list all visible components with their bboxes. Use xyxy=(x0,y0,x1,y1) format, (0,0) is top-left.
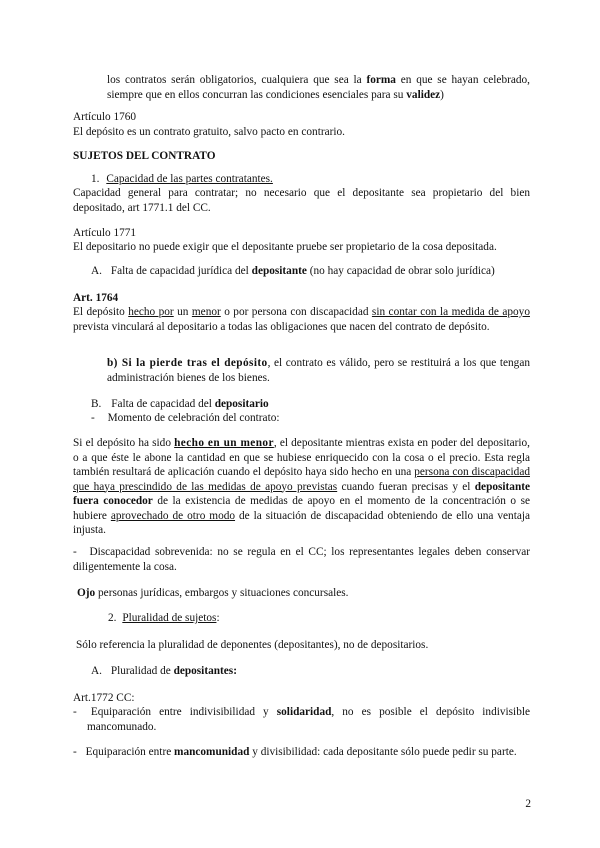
intro-text-2: en que se hayan celebrado, siempre que en ellos concurran las condiciones esenciales para su xyxy=(107,74,530,101)
ojo-bold: Ojo xyxy=(77,587,96,599)
equip2-t1: Equiparación entre xyxy=(85,746,175,758)
intro-bold-validez: validez xyxy=(406,88,441,101)
item-a2-bold: depositantes: xyxy=(173,665,237,677)
art1764-u2: menor xyxy=(191,306,221,318)
art1764-t1: El depósito xyxy=(73,306,129,318)
pierde-paragraph xyxy=(107,356,530,385)
pierde-bold: b) Si la pierde tras el depósito xyxy=(107,357,268,369)
intro-text-1: los contratos serán obligatorios, cualquiera que sea la xyxy=(107,74,367,86)
intro-text-3: ) xyxy=(440,88,444,101)
art1772-title: Art.1772 CC: xyxy=(73,692,135,704)
intro-bold-forma: forma xyxy=(366,74,396,86)
equip1-bold: solidaridad xyxy=(276,706,332,718)
item-a-text-1: Falta de capacidad jurídica del xyxy=(110,265,252,277)
art1771-title: Artículo 1771 xyxy=(73,227,137,239)
section-heading-sujetos: SUJETOS DEL CONTRATO xyxy=(73,150,216,162)
ojo-note xyxy=(77,586,534,601)
menor-b1: hecho en un menor xyxy=(174,437,274,449)
art1764-t4: prevista vinculará al depositario a todas las obligaciones que nacen del contrato de depósito. xyxy=(73,320,490,333)
art1764-text xyxy=(73,305,530,334)
sobrevenida-item xyxy=(73,545,530,574)
ojo-text: personas jurídicas, embargos y situaciones concursales. xyxy=(95,587,349,599)
list-letter: A. xyxy=(91,265,102,277)
item-capacidad-title: Capacidad de las partes contratantes. xyxy=(106,173,273,185)
equip2-t2: y divisibilidad: cada depositante sólo puede pedir su parte. xyxy=(249,746,517,758)
list-item-b-depositario xyxy=(91,397,548,412)
dash-mark: - xyxy=(73,706,77,718)
menor-t4: de la existencia de medidas de apoyo en el momento de la concentración o se hubiere xyxy=(73,495,530,522)
menor-t3: cuando fueran precisas y el xyxy=(337,480,475,493)
momento-text: Momento de celebración del contrato: xyxy=(107,412,280,424)
equiparacion-item-1 xyxy=(73,705,530,734)
menor-t1: Si el depósito ha sido xyxy=(73,437,175,449)
dash-mark: - xyxy=(91,412,95,424)
list-item-pluralidad xyxy=(108,611,565,626)
equip1-t1: Equiparación entre indivisibilidad y xyxy=(90,706,277,718)
pierde-text: , el contrato es válido, pero se restituirá a los que tengan administración bienes de los bienes. xyxy=(107,357,530,384)
item-b-bold: depositario xyxy=(214,398,269,410)
art1760-title: Artículo 1760 xyxy=(73,111,137,123)
list-item-capacidad xyxy=(91,172,548,187)
list-item-a-depositante xyxy=(91,264,531,279)
list-number: 2. xyxy=(108,612,117,624)
equip2-bold: mancomunidad xyxy=(174,746,250,758)
menor-b2: depositante fuera conocedor xyxy=(73,480,530,507)
art1764-u1: hecho por xyxy=(128,306,174,318)
pluralidad-colon: : xyxy=(216,612,220,624)
art1771-text: El depositario no puede exigir que el depositante pruebe ser propietario de la cosa depositada. xyxy=(73,241,497,253)
art1764-t3: o por persona con discapacidad xyxy=(220,306,372,318)
menor-u1: persona con discapacidad que haya prescindido de las medidas de apoyo previstas xyxy=(73,466,530,493)
menor-u2: aprovechado de otro modo xyxy=(110,509,236,522)
menor-paragraph xyxy=(73,436,530,538)
art1764-t2: un xyxy=(173,306,192,318)
list-item-a-pluralidad xyxy=(91,664,548,679)
menor-t5: de la situación de discapacidad obteniendo de ello una ventaja injusta. xyxy=(73,509,531,536)
art1764-title: Art. 1764 xyxy=(73,292,119,304)
dash-item-momento xyxy=(91,411,548,426)
page-number: 2 xyxy=(525,798,531,810)
art1760-text: El depósito es un contrato gratuito, salvo pacto en contrario. xyxy=(73,126,345,138)
menor-t2: , el depositante mientras exista en poder del depositario, o a que éste le abone la cantidad en que se hubiese enriquecido con la cosa o el precio. Esta regla también resultará de aplicación cuando el depósito haya sido hecho en una xyxy=(73,437,530,478)
solo-referencia-text: Sólo referencia la pluralidad de deponentes (depositantes), no de depositarios. xyxy=(76,639,429,651)
equip1-t2: , no es posible el depósito indivisible mancomunado. xyxy=(87,706,530,733)
sobrevenida-text: Discapacidad sobrevenida: no se regula en el CC; los representantes legales deben conservar diligentemente la cosa. xyxy=(73,546,530,573)
item-b-text: Falta de capacidad del xyxy=(111,398,215,410)
list-number: 1. xyxy=(91,173,100,185)
dash-mark: - xyxy=(73,546,77,558)
art1764-u3: sin contar con la medida de apoyo xyxy=(371,306,530,318)
list-letter: A. xyxy=(91,665,102,677)
intro-paragraph xyxy=(107,73,530,102)
capacidad-text: Capacidad general para contratar; no necesario que el depositante sea propietario del bien depositado, art 1771.1 del CC. xyxy=(73,187,530,214)
item-a-text-2: (no hay capacidad de obrar solo jurídica) xyxy=(306,265,495,277)
pluralidad-title: Pluralidad de sujetos xyxy=(122,612,217,624)
dash-mark: - xyxy=(73,746,77,758)
equiparacion-item-2 xyxy=(73,745,530,760)
item-a2-text: Pluralidad de xyxy=(110,665,174,677)
list-letter: B. xyxy=(91,398,102,410)
item-a-bold: depositante xyxy=(251,265,307,277)
